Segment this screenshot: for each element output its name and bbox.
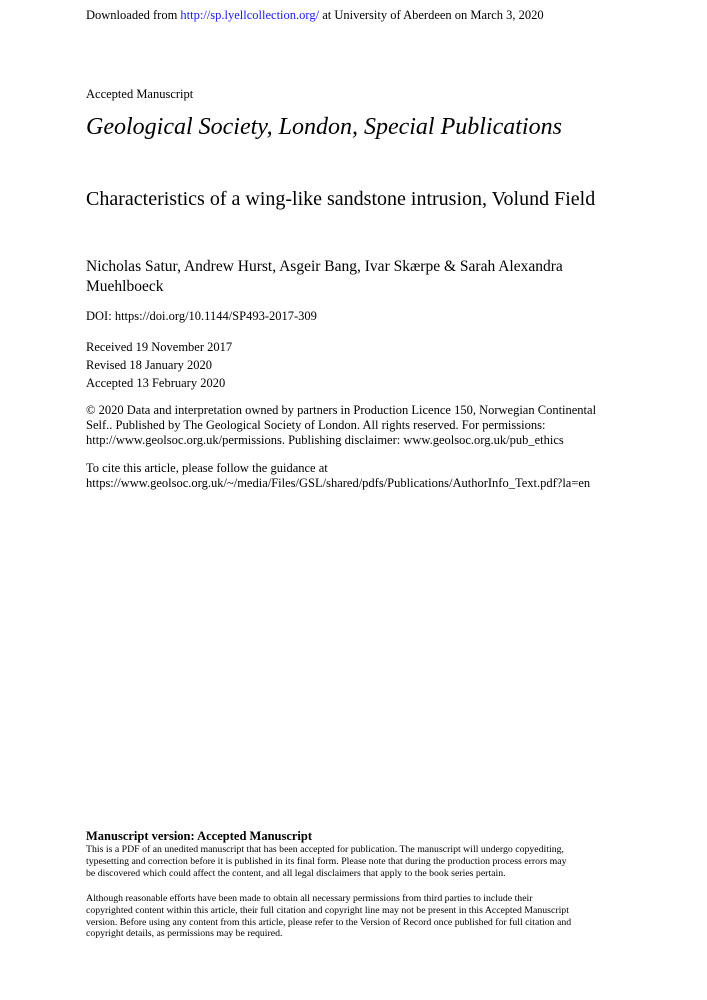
dates-block (86, 338, 232, 392)
citation-url: https://www.geolsoc.org.uk/~/media/Files/GSL/shared/pdfs/Publications/AuthorInfo_Text.pdf?la=en (86, 476, 591, 490)
journal-title: Geological Society, London, Special Publications (86, 114, 562, 140)
accepted-date: Accepted 13 February 2020 (86, 376, 226, 390)
download-suffix: at University of Aberdeen on March 3, 2020 (319, 8, 544, 22)
manuscript-disclaimer (86, 844, 626, 879)
disclaimer-line: version. Before using any content from this article, please refer to the Version of Record once published for full citation and (86, 916, 572, 928)
lyell-collection-link[interactable]: http://sp.lyellcollection.org/ (180, 8, 320, 22)
disclaimer-line: Although reasonable efforts have been made to obtain all necessary permissions from third parties to include their (86, 893, 533, 904)
received-date: Received 19 November 2017 (86, 340, 233, 354)
disclaimer-line: typesetting and correction before it is published in its final form. Please note that during the production process errors may (86, 855, 567, 867)
disclaimer-line: copyrighted content within this article, their full citation and copyright line may not be present in this Accepted Manuscript (86, 904, 569, 916)
copyright-line: http://www.geolsoc.org.uk/permissions. Publishing disclaimer: www.geolsoc.org.uk/pub_ethics (86, 433, 564, 447)
citation-intro: To cite this article, please follow the guidance at (86, 461, 328, 475)
copyright-notice (86, 403, 626, 448)
disclaimer-line: copyright details, as permissions may be required. (86, 928, 283, 940)
accepted-manuscript-label: Accepted Manuscript (86, 87, 194, 101)
article-title: Characteristics of a wing-like sandstone intrusion, Volund Field (86, 188, 596, 210)
revised-date: Revised 18 January 2020 (86, 358, 213, 372)
permissions-disclaimer (86, 893, 626, 940)
download-prefix: Downloaded from (86, 8, 181, 22)
manuscript-version-heading: Manuscript version: Accepted Manuscript (86, 829, 313, 843)
disclaimer-line: be discovered which could affect the content, and all legal disclaimers that apply to the book series pertain. (86, 867, 506, 879)
disclaimer-line: This is a PDF of an unedited manuscript that has been accepted for publication. The manuscript will undergo copyediting, (86, 844, 564, 855)
doi: DOI: https://doi.org/10.1144/SP493-2017-309 (86, 309, 317, 323)
copyright-line: © 2020 Data and interpretation owned by partners in Production Licence 150, Norwegian Continental (86, 403, 597, 417)
copyright-line: Self.. Published by The Geological Society of London. All rights reserved. For permissions: (86, 418, 546, 432)
author-list: Nicholas Satur, Andrew Hurst, Asgeir Bang, Ivar Skærpe & Sarah Alexandra Muehlboeck (86, 258, 563, 295)
citation-guidance (86, 461, 646, 491)
download-notice (86, 8, 544, 23)
